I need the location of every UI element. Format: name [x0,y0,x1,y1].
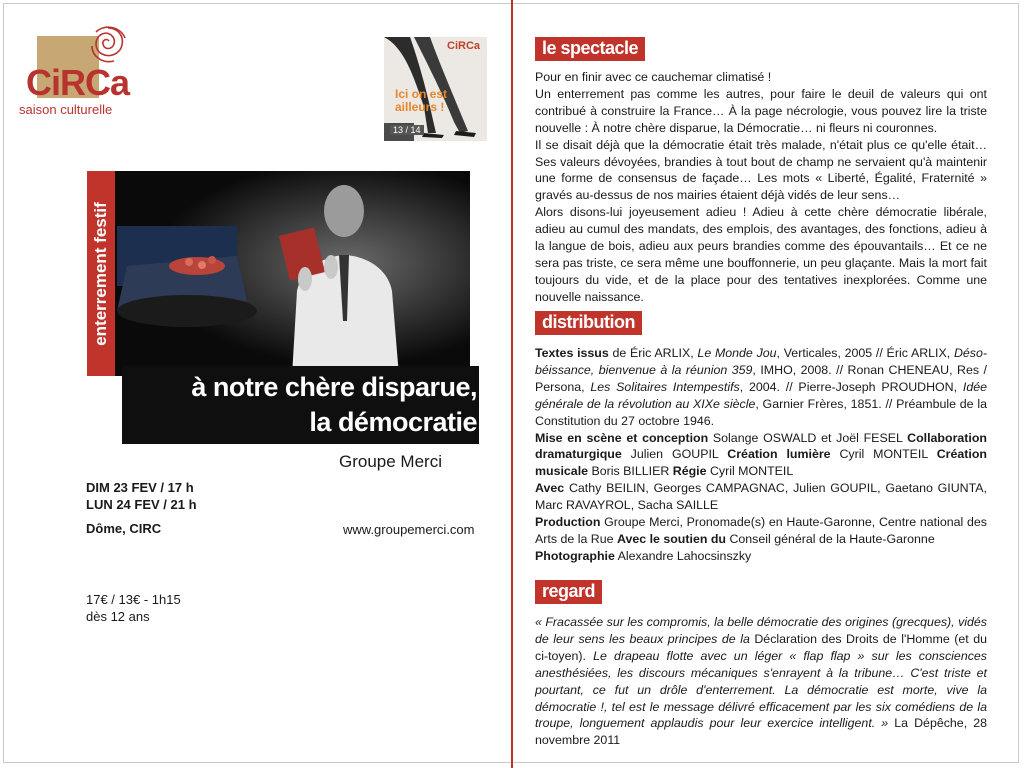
distribution-photo [535,548,987,565]
textes-title1: Le Monde Jou [697,346,777,360]
photo-value: Alexandre Lahocsinszky [614,548,752,563]
column-divider [511,0,513,768]
regard-source: La Dépêche, 28 novembre 2011 [535,716,987,748]
regie-label: Régie [672,464,707,479]
regard-quote [535,614,987,749]
logo-swirl-icon [84,20,132,68]
soutien-value: Conseil général de la Haute-Garonne [726,531,935,546]
textes-label: Textes issus [535,346,609,360]
spectacle-p3: Il se disait déjà que la démocratie était très malade, n'était plus ce qu'elle était… Ses valeurs dévoyées, brandies à tout bout de champ ne servaient qu'à maintenir une forme de consensus de façade… Les mots « Liberté, Égalité, Fraternité » gravés au-dessus de nos mairies étaient déjà vidés de leur sens… [535,137,987,203]
logo-tagline: saison culturelle [19,102,113,117]
regie-value: Cyril MONTEIL [706,464,794,479]
show-photo [87,171,470,376]
avec-label: Avec [535,481,565,496]
section-heading-spectacle: le spectacle [535,37,645,61]
mes-value: Solange OSWALD et Joël FESEL [708,430,908,445]
poster-tagline-line2: ailleurs ! [395,100,445,114]
collab-label: Collaboration dramaturgique [535,430,987,462]
logo-wordmark: CiRCa [26,62,130,103]
spectacle-p1: Pour en finir avec ce cauchemar climatisé ! [535,70,772,84]
distribution-credits [535,430,987,481]
textes-part1: de Éric ARLIX, [608,346,698,360]
textes-part5: , Garnier Frères, 1851. // Préambule de la Constitution du 27 octobre 1946. [535,396,987,428]
lumiere-value: Cyril MONTEIL [830,447,937,462]
musique-label: Création musicale [535,447,987,479]
poster-season: 13 / 14 [390,125,424,135]
show-date-2: LUN 24 FEV / 21 h [86,497,197,512]
prod-label: Production [535,515,601,530]
section-heading-regard: regard [535,580,602,604]
poster-logo: CiRCa [447,40,481,52]
show-dates [86,479,197,513]
textes-title2: Déso-béissance, bienvenue à la réunion 359 [535,346,987,377]
regard-q3: Le drapeau flotte avec un léger « flap flap » sur les consciences anesthésiées, les discours mécaniques s'enrayent à la tribune… C'est triste et pourtant, ce fut un drôle d'enterrement. La démocratie est morte, vive la démocratie !, tel est le message délivré efficacement par les six comédiens de la troupe, longuement applaudis pour leur exercice intelligent. » [535,648,987,731]
regard-text [535,614,987,749]
vertical-label: enterrement festif [91,202,110,346]
mes-label: Mise en scène et conception [535,430,709,445]
show-venue: Dôme, CIRC [86,521,162,536]
distribution-cast [535,480,987,514]
soutien-label: Avec le soutien du [616,531,726,546]
regard-q2: Déclaration des Droits de l'Homme (et du ci-toyen). [535,631,987,663]
distribution-textes [535,345,987,430]
prod-value: Groupe Merci, Pronomade(s) en Haute-Garonne, Centre national des Arts de la Rue [535,515,987,546]
textes-part4: , 2004. // Pierre-Joseph PROUDHON, [739,379,963,394]
spectacle-p2: Un enterrement pas comme les autres, pour faire le deuil de valeurs qui ont contribué à construire la France… À la page nécrologie, vous pouvez lire la triste nouvelle : À notre chère disparue, la Démocratie… ni fleurs ni couronnes. [535,86,987,135]
distribution-production [535,514,987,548]
show-date-1: DIM 23 FEV / 17 h [86,480,194,495]
spectacle-p4: Alors disons-lui joyeusement adieu ! Adieu à cette chère démocratie libérale, adieu au cumul des mandats, des emplois, des avantages, des fonctions, adieu à la langue de bois, adieu aux peurs brandies comme des épouvantails… Et ce ne sera pas triste, ce sera même une bouffonnerie, un peu glaçante. Mais la mort fait toujours du vide, et de la place pour des tentatives inexplorées. Comme une nouvelle naissance. [535,205,987,304]
section-heading-distribution: distribution [535,311,642,335]
show-title-line2: la démocratie [309,407,477,437]
age-limit: dès 12 ans [86,609,150,624]
regard-q1: « Fracassée sur les compromis, la belle démocratie des origines (grecques), vidés de leur sens les beaux principes de la [535,615,987,646]
show-price-info [86,591,181,625]
poster-tagline [395,88,447,114]
distribution-text [535,345,987,565]
company-name: Groupe Merci [339,452,442,471]
collab-value: Julien GOUPIL [621,447,728,462]
lumiere-label: Création lumière [727,447,831,462]
show-title-line1: à notre chère disparue, [191,372,477,402]
musique-value: Boris BILLIER [588,464,673,479]
vertical-label-wrapper [87,171,115,376]
textes-title4: Idée générale de la révolution au XIXe siècle [535,379,987,411]
spectacle-text [535,69,987,306]
avec-value: Cathy BEILIN, Georges CAMPAGNAC, Julien GOUPIL, Gaetano GIUNTA, Marc RAVAYROL, Sacha SAILLE [535,481,987,513]
textes-part3: , IMHO, 2008. // Ronan CHENEAU, Res / Persona, [535,362,987,394]
price: 17€ / 13€ - 1h15 [86,592,181,607]
textes-part2: , Verticales, 2005 // Éric ARLIX, [776,346,954,360]
poster-tagline-line1: Ici on est [395,87,448,101]
photo-label: Photographie [535,548,615,563]
textes-title3: Les Solitaires Intempestifs [590,379,740,394]
website-link[interactable]: www.groupemerci.com [343,522,475,537]
